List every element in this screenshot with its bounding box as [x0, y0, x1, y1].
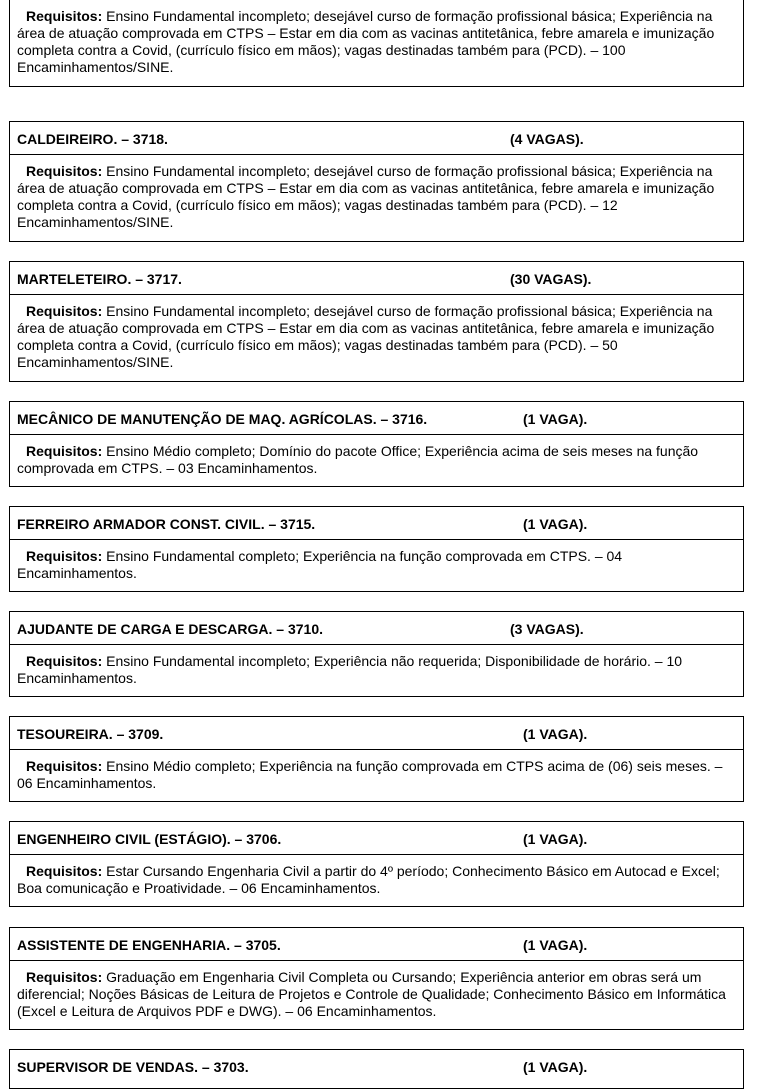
job-header: [10, 822, 743, 855]
job-title: TESOUREIRA. – 3709.: [17, 726, 164, 742]
job-title: CALDEIREIRO. – 3718.: [17, 131, 168, 147]
requirements-label: Requisitos:: [26, 163, 103, 179]
job-title: AJUDANTE DE CARGA E DESCARGA. – 3710.: [17, 621, 323, 637]
requirements-label: Requisitos:: [26, 548, 103, 564]
job-header: [10, 122, 743, 155]
job-card: [9, 401, 744, 487]
requirements-text: Ensino Fundamental incompleto; desejável curso de formação profissional básica; Experiência na área de atuação comprovada em CTPS – Estar em dia com as vacinas antitetânica, febre amarela e imunização completa contra a Covid, (currículo físico em mãos); vagas destinadas também para (PCD). – 50 Encaminhamentos/SINE.: [17, 303, 715, 370]
requirements-text: Ensino Fundamental incompleto; Experiência não requerida; Disponibilidade de horário. – 10 Encaminhamentos.: [17, 653, 683, 686]
requirements-label: Requisitos:: [26, 443, 103, 459]
job-vacancies: (4 VAGAS).: [510, 131, 584, 147]
requirements-label: Requisitos:: [26, 863, 103, 879]
job-title: ENGENHEIRO CIVIL (ESTÁGIO). – 3706.: [17, 831, 282, 847]
requirements-text: Ensino Fundamental incompleto; desejável curso de formação profissional básica; Experiência na área de atuação comprovada em CTPS – Estar em dia com as vacinas antitetânica, febre amarela e imunização completa contra a Covid, (currículo físico em mãos); vagas destinadas também para (PCD). – 12 Encaminhamentos/SINE.: [17, 163, 715, 230]
requirements-label: Requisitos:: [26, 969, 103, 985]
job-card: [9, 927, 744, 1030]
job-header: [10, 262, 743, 295]
job-requirements: [10, 645, 743, 687]
requirements-text: Ensino Médio completo; Domínio do pacote Office; Experiência acima de seis meses na função comprovada em CTPS. – 03 Encaminhamentos.: [17, 443, 699, 476]
job-vacancies: (1 VAGA).: [523, 726, 588, 742]
job-vacancies: (1 VAGA).: [523, 831, 588, 847]
job-card: [9, 821, 744, 907]
job-title: SUPERVISOR DE VENDAS. – 3703.: [17, 1059, 249, 1075]
job-vacancies: (30 VAGAS).: [510, 271, 592, 287]
requirements-text: Graduação em Engenharia Civil Completa ou Cursando; Experiência anterior em obras será um diferencial; Noções Básicas de Leitura de Projetos e Controle de Qualidade; Conhecimento Básico em Informática (Excel e Leitura de Arquivos PDF e DWG). – 06 Encaminhamentos.: [17, 969, 726, 1019]
requirements-label: Requisitos:: [26, 8, 103, 24]
job-header: [10, 612, 743, 645]
job-title: MECÂNICO DE MANUTENÇÃO DE MAQ. AGRÍCOLAS. – 3716.: [17, 411, 428, 427]
job-title: MARTELETEIRO. – 3717.: [17, 271, 182, 287]
job-title: FERREIRO ARMADOR CONST. CIVIL. – 3715.: [17, 516, 316, 532]
job-card: [9, 611, 744, 697]
job-header: [10, 1050, 743, 1083]
requirements-text: Ensino Fundamental completo; Experiência na função comprovada em CTPS. – 04 Encaminhamentos.: [17, 548, 623, 581]
job-requirements: [10, 961, 743, 1020]
job-card: [9, 506, 744, 592]
job-card: [9, 0, 744, 87]
job-requirements: [10, 155, 743, 231]
job-requirements: [10, 435, 743, 477]
job-card: [9, 716, 744, 802]
job-requirements: [10, 295, 743, 371]
job-header: [10, 928, 743, 961]
job-card: [9, 1049, 744, 1089]
requirements-label: Requisitos:: [26, 758, 103, 774]
requirements-text: Ensino Fundamental incompleto; desejável curso de formação profissional básica; Experiência na área de atuação comprovada em CTPS – Estar em dia com as vacinas antitetânica, febre amarela e imunização completa contra a Covid, (currículo físico em mãos); vagas destinadas também para (PCD). – 100 Encaminhamentos/SINE.: [17, 8, 715, 75]
job-vacancies: (3 VAGAS).: [510, 621, 584, 637]
job-vacancies: (1 VAGA).: [523, 516, 588, 532]
job-requirements: [10, 855, 743, 897]
job-vacancies: (1 VAGA).: [523, 411, 588, 427]
requirements-text: Ensino Médio completo; Experiência na função comprovada em CTPS acima de (06) seis meses. – 06 Encaminhamentos.: [17, 758, 723, 791]
requirements-text: Estar Cursando Engenharia Civil a partir do 4º período; Conhecimento Básico em Autocad e Excel; Boa comunicação e Proatividade. – 06 Encaminhamentos.: [17, 863, 720, 896]
job-header: [10, 402, 743, 435]
job-title: ASSISTENTE DE ENGENHARIA. – 3705.: [17, 937, 281, 953]
requirements-label: Requisitos:: [26, 303, 103, 319]
job-header: [10, 507, 743, 540]
job-vacancies: (1 VAGA).: [523, 937, 588, 953]
job-requirements: [10, 0, 743, 76]
job-header: [10, 717, 743, 750]
job-vacancies: (1 VAGA).: [523, 1059, 588, 1075]
requirements-label: Requisitos:: [26, 653, 103, 669]
job-requirements: [10, 750, 743, 792]
job-requirements: [10, 540, 743, 582]
job-card: [9, 261, 744, 382]
job-card: [9, 121, 744, 242]
